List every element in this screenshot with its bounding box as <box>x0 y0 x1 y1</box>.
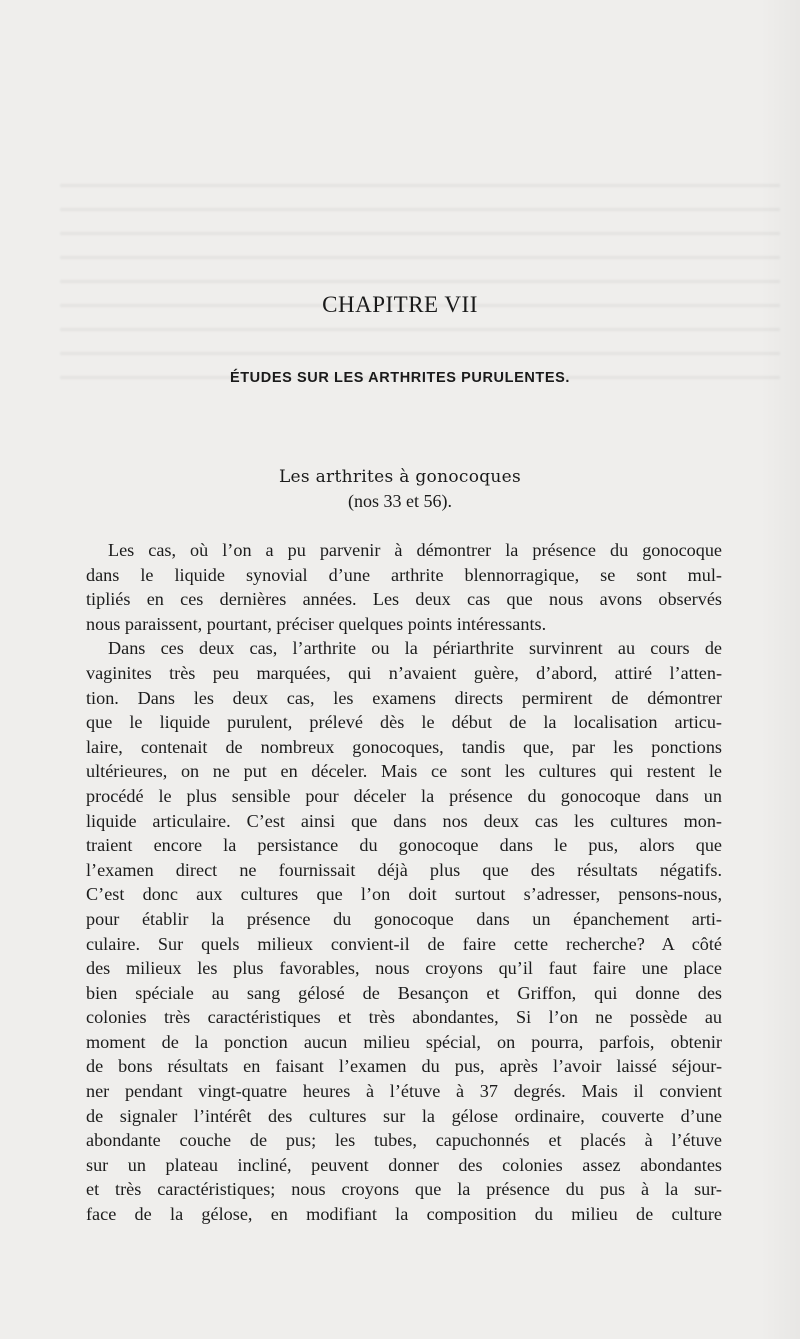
text-line: liquide articulaire. C’est ainsi que dans nos deux cas les cultures mon- <box>86 810 722 831</box>
text-line: laire, contenait de nombreux gonocoques, tandis que, par les ponctions <box>86 736 722 757</box>
bleed-through-texture <box>60 170 780 400</box>
text-line: tion. Dans les deux cas, les examens directs permirent de démontrer <box>86 687 722 708</box>
text-line: pour établir la présence du gonocoque dans un épanchement arti- <box>86 908 722 929</box>
text-line: tipliés en ces dernières années. Les deux cas que nous avons observés <box>86 589 722 610</box>
text-line: procédé le plus sensible pour déceler la présence du gonocoque dans un <box>86 785 722 806</box>
text-line: et très caractéristiques; nous croyons que la présence du pus à la sur- <box>86 1179 722 1200</box>
text-line: ner pendant vingt-quatre heures à l’étuve à 37 degrés. Mais il convient <box>86 1081 722 1102</box>
text-line: de bons résultats en faisant l’examen du pus, après l’avoir laissé séjour- <box>86 1056 722 1077</box>
page-gutter-shadow <box>760 0 800 1339</box>
text-line: bien spéciale au sang gélosé de Besançon et Griffon, qui donne des <box>86 982 722 1003</box>
text-line: Dans ces deux cas, l’arthrite ou la périarthrite survinrent au cours de <box>108 638 722 659</box>
subsection-reference: (nos 33 et 56). <box>348 491 452 511</box>
text-line: que le liquide purulent, prélevé dès le début de la localisation articu- <box>86 712 722 733</box>
body-text <box>86 538 722 1227</box>
text-line: dans le liquide synovial d’une arthrite blennorragique, se sont mul- <box>86 564 722 585</box>
text-line: l’examen direct ne fournissait déjà plus que des résultats négatifs. <box>86 859 722 880</box>
text-line: traient encore la persistance du gonocoque dans le pus, alors que <box>86 835 722 856</box>
section-title: ÉTUDES SUR LES ARTHRITES PURULENTES. <box>229 370 571 386</box>
text-line: nous paraissent, pourtant, préciser quelques points intéressants. <box>86 613 547 634</box>
text-line: culaire. Sur quels milieux convient-il de faire cette recherche? A côté <box>86 933 722 954</box>
chapter-heading: CHAPITRE VII <box>322 292 478 317</box>
text-line: C’est donc aux cultures que l’on doit surtout s’adresser, pensons-nous, <box>86 884 722 905</box>
text-line: face de la gélose, en modifiant la composition du milieu de culture <box>86 1204 722 1225</box>
text-line: moment de la ponction aucun milieu spécial, on pourra, parfois, obtenir <box>86 1031 722 1052</box>
text-line: vaginites très peu marquées, qui n’avaient guère, d’abord, attiré l’atten- <box>86 662 722 683</box>
text-line: abondante couche de pus; les tubes, capuchonnés et placés à l’étuve <box>86 1130 722 1151</box>
text-line: colonies très caractéristiques et très abondantes, Si l’on ne possède au <box>86 1007 722 1028</box>
text-line: Les cas, où l’on a pu parvenir à démontrer la présence du gonocoque <box>108 540 722 560</box>
text-line: sur un plateau incliné, peuvent donner des colonies assez abondantes <box>86 1154 722 1175</box>
text-line: ultérieures, on ne put en déceler. Mais ce sont les cultures qui restent le <box>86 761 722 782</box>
text-line: des milieux les plus favorables, nous croyons qu’il faut faire une place <box>86 958 722 979</box>
subsection-title: Les arthrites à gonocoques <box>278 467 522 487</box>
text-line: de signaler l’intérêt des cultures sur la gélose ordinaire, couverte d’une <box>86 1105 722 1126</box>
